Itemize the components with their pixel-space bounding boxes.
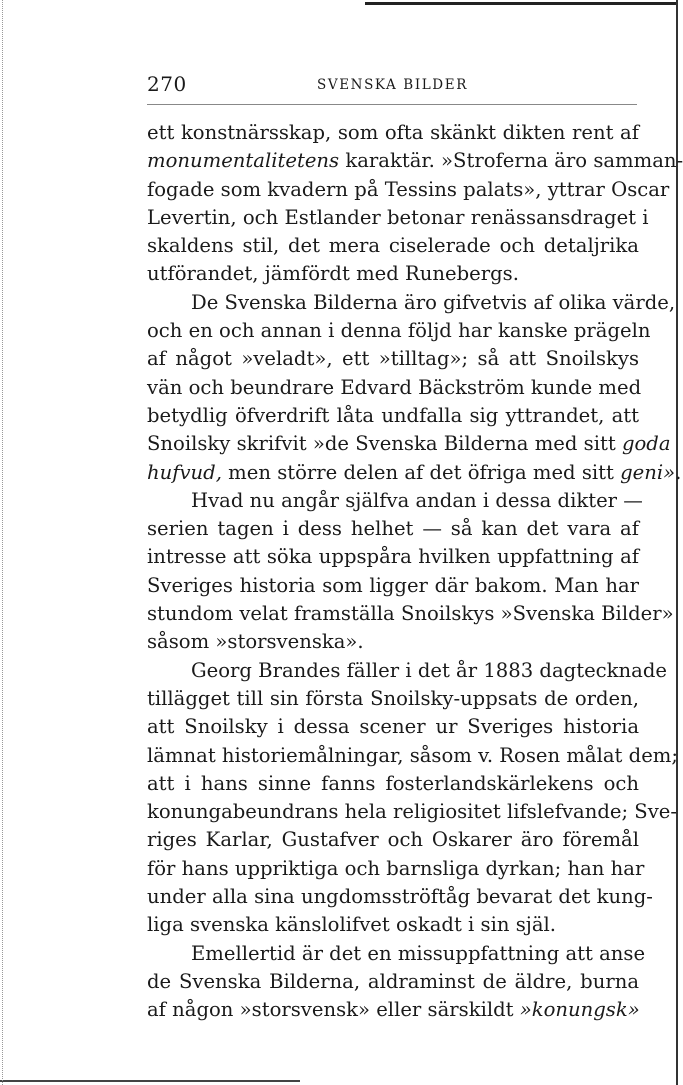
text-segment: Levertin, och Estlander betonar renässansdraget i <box>147 205 649 229</box>
text-line <box>147 317 651 345</box>
italic-text: hufvud, <box>147 460 222 484</box>
text-segment: och en och annan i denna följd har kanske prägeln <box>147 319 651 343</box>
text-line <box>147 430 671 458</box>
scan-edge-left <box>2 0 4 1085</box>
italic-text: »konungsk» <box>519 998 640 1022</box>
text-segment: . <box>675 460 682 484</box>
text-segment: att Snoilsky i dessa scener ur Sveriges historia <box>147 715 639 739</box>
italic-text: goda <box>621 432 671 456</box>
header-rule <box>147 104 637 105</box>
page-number: 270 <box>147 72 187 96</box>
text-segment: stundom velat framställa Snoilskys »Svenska Bilder» <box>147 602 674 626</box>
text-line <box>147 685 639 713</box>
running-head: SVENSKA BILDER <box>317 77 468 93</box>
text-line <box>147 515 639 543</box>
text-line <box>147 260 639 288</box>
text-line <box>147 657 667 685</box>
text-line <box>147 289 676 317</box>
text-segment: intresse att söka uppspåra hvilken uppfattning af <box>147 545 639 569</box>
text-segment: för hans uppriktiga och barnsliga dyrkan; han har <box>147 856 645 880</box>
text-segment: ett konstnärsskap, som ofta skänkt dikten rent af <box>147 121 639 144</box>
text-line <box>147 147 683 175</box>
text-line <box>147 176 670 204</box>
text-line <box>147 742 678 770</box>
text-line <box>147 968 639 996</box>
scan-edge-top <box>365 2 678 5</box>
text-line <box>147 204 649 232</box>
text-segment: Emellertid är det en missuppfattning att anse <box>191 941 646 965</box>
text-segment: De Svenska Bilderna äro gifvetvis af olika värde, <box>191 290 676 314</box>
text-line <box>147 940 646 968</box>
text-segment: men större delen af det öfriga med sitt <box>221 460 621 484</box>
text-line <box>147 459 682 487</box>
text-segment: af någon »storsvensk» eller särskildt <box>147 998 520 1022</box>
text-segment: riges Karlar, Gustafver och Oskarer äro föremål <box>147 828 639 852</box>
text-segment: fogade som kvadern på Tessins palats», yttrar Oscar <box>147 177 670 201</box>
text-line <box>147 345 639 373</box>
text-line <box>147 826 639 854</box>
text-line <box>147 713 639 741</box>
text-line <box>147 487 643 515</box>
text-segment: betydlig öfverdrift låta undfalla sig yttrandet, att <box>147 403 639 427</box>
text-line <box>147 855 645 883</box>
body-text <box>147 119 683 1025</box>
page-header <box>147 72 637 98</box>
text-line <box>147 996 639 1024</box>
text-line <box>147 600 674 628</box>
text-segment: att i hans sinne fanns fosterlandskärlekens och <box>147 771 639 795</box>
text-segment: Hvad nu angår själfva andan i dessa dikter — <box>191 488 643 512</box>
text-segment: liga svenska känslolifvet oskadt i sin själ. <box>147 913 557 937</box>
text-segment: utförandet, jämfördt med Runebergs. <box>147 262 519 286</box>
text-line <box>147 374 642 402</box>
text-line <box>147 232 639 260</box>
text-segment: Sveriges historia som ligger där bakom. Man har <box>147 573 639 597</box>
text-line <box>147 402 639 430</box>
scan-edge-bottom <box>0 1080 300 1082</box>
text-segment: Snoilsky skrifvit »de Svenska Bilderna med sitt <box>147 432 622 456</box>
text-line <box>147 572 639 600</box>
italic-text: monumentalitetens <box>147 149 340 173</box>
text-segment: af något »veladt», ett »tilltag»; så att Snoilskys <box>147 347 639 371</box>
text-line <box>147 911 639 939</box>
text-segment: serien tagen i dess helhet — så kan det vara af <box>147 517 639 541</box>
text-segment: Georg Brandes fäller i det år 1883 dagtecknade <box>191 658 667 682</box>
text-segment: under alla sina ungdomsströftåg bevarat det kung- <box>147 885 653 909</box>
text-line <box>147 883 653 911</box>
italic-text: geni» <box>620 460 676 484</box>
text-segment: tillägget till sin första Snoilsky-uppsats de orden, <box>147 686 639 710</box>
text-segment: vän och beundrare Edvard Bäckström kunde med <box>147 375 642 399</box>
text-segment: lämnat historiemålningar, såsom v. Rosen målat dem; <box>147 743 678 767</box>
text-line <box>147 798 678 826</box>
text-line <box>147 628 639 656</box>
text-line <box>147 119 639 147</box>
text-line <box>147 543 639 571</box>
text-segment: konungabeundrans hela religiositet lifslefvande; Sve- <box>147 800 678 824</box>
text-segment: karaktär. »Stroferna äro samman- <box>339 149 683 173</box>
text-line <box>147 770 639 798</box>
text-segment: de Svenska Bilderna, aldraminst de äldre, burna <box>147 969 639 993</box>
text-segment: såsom »storsvenska». <box>147 630 364 654</box>
text-segment: skaldens stil, det mera ciselerade och detaljrika <box>147 234 639 258</box>
